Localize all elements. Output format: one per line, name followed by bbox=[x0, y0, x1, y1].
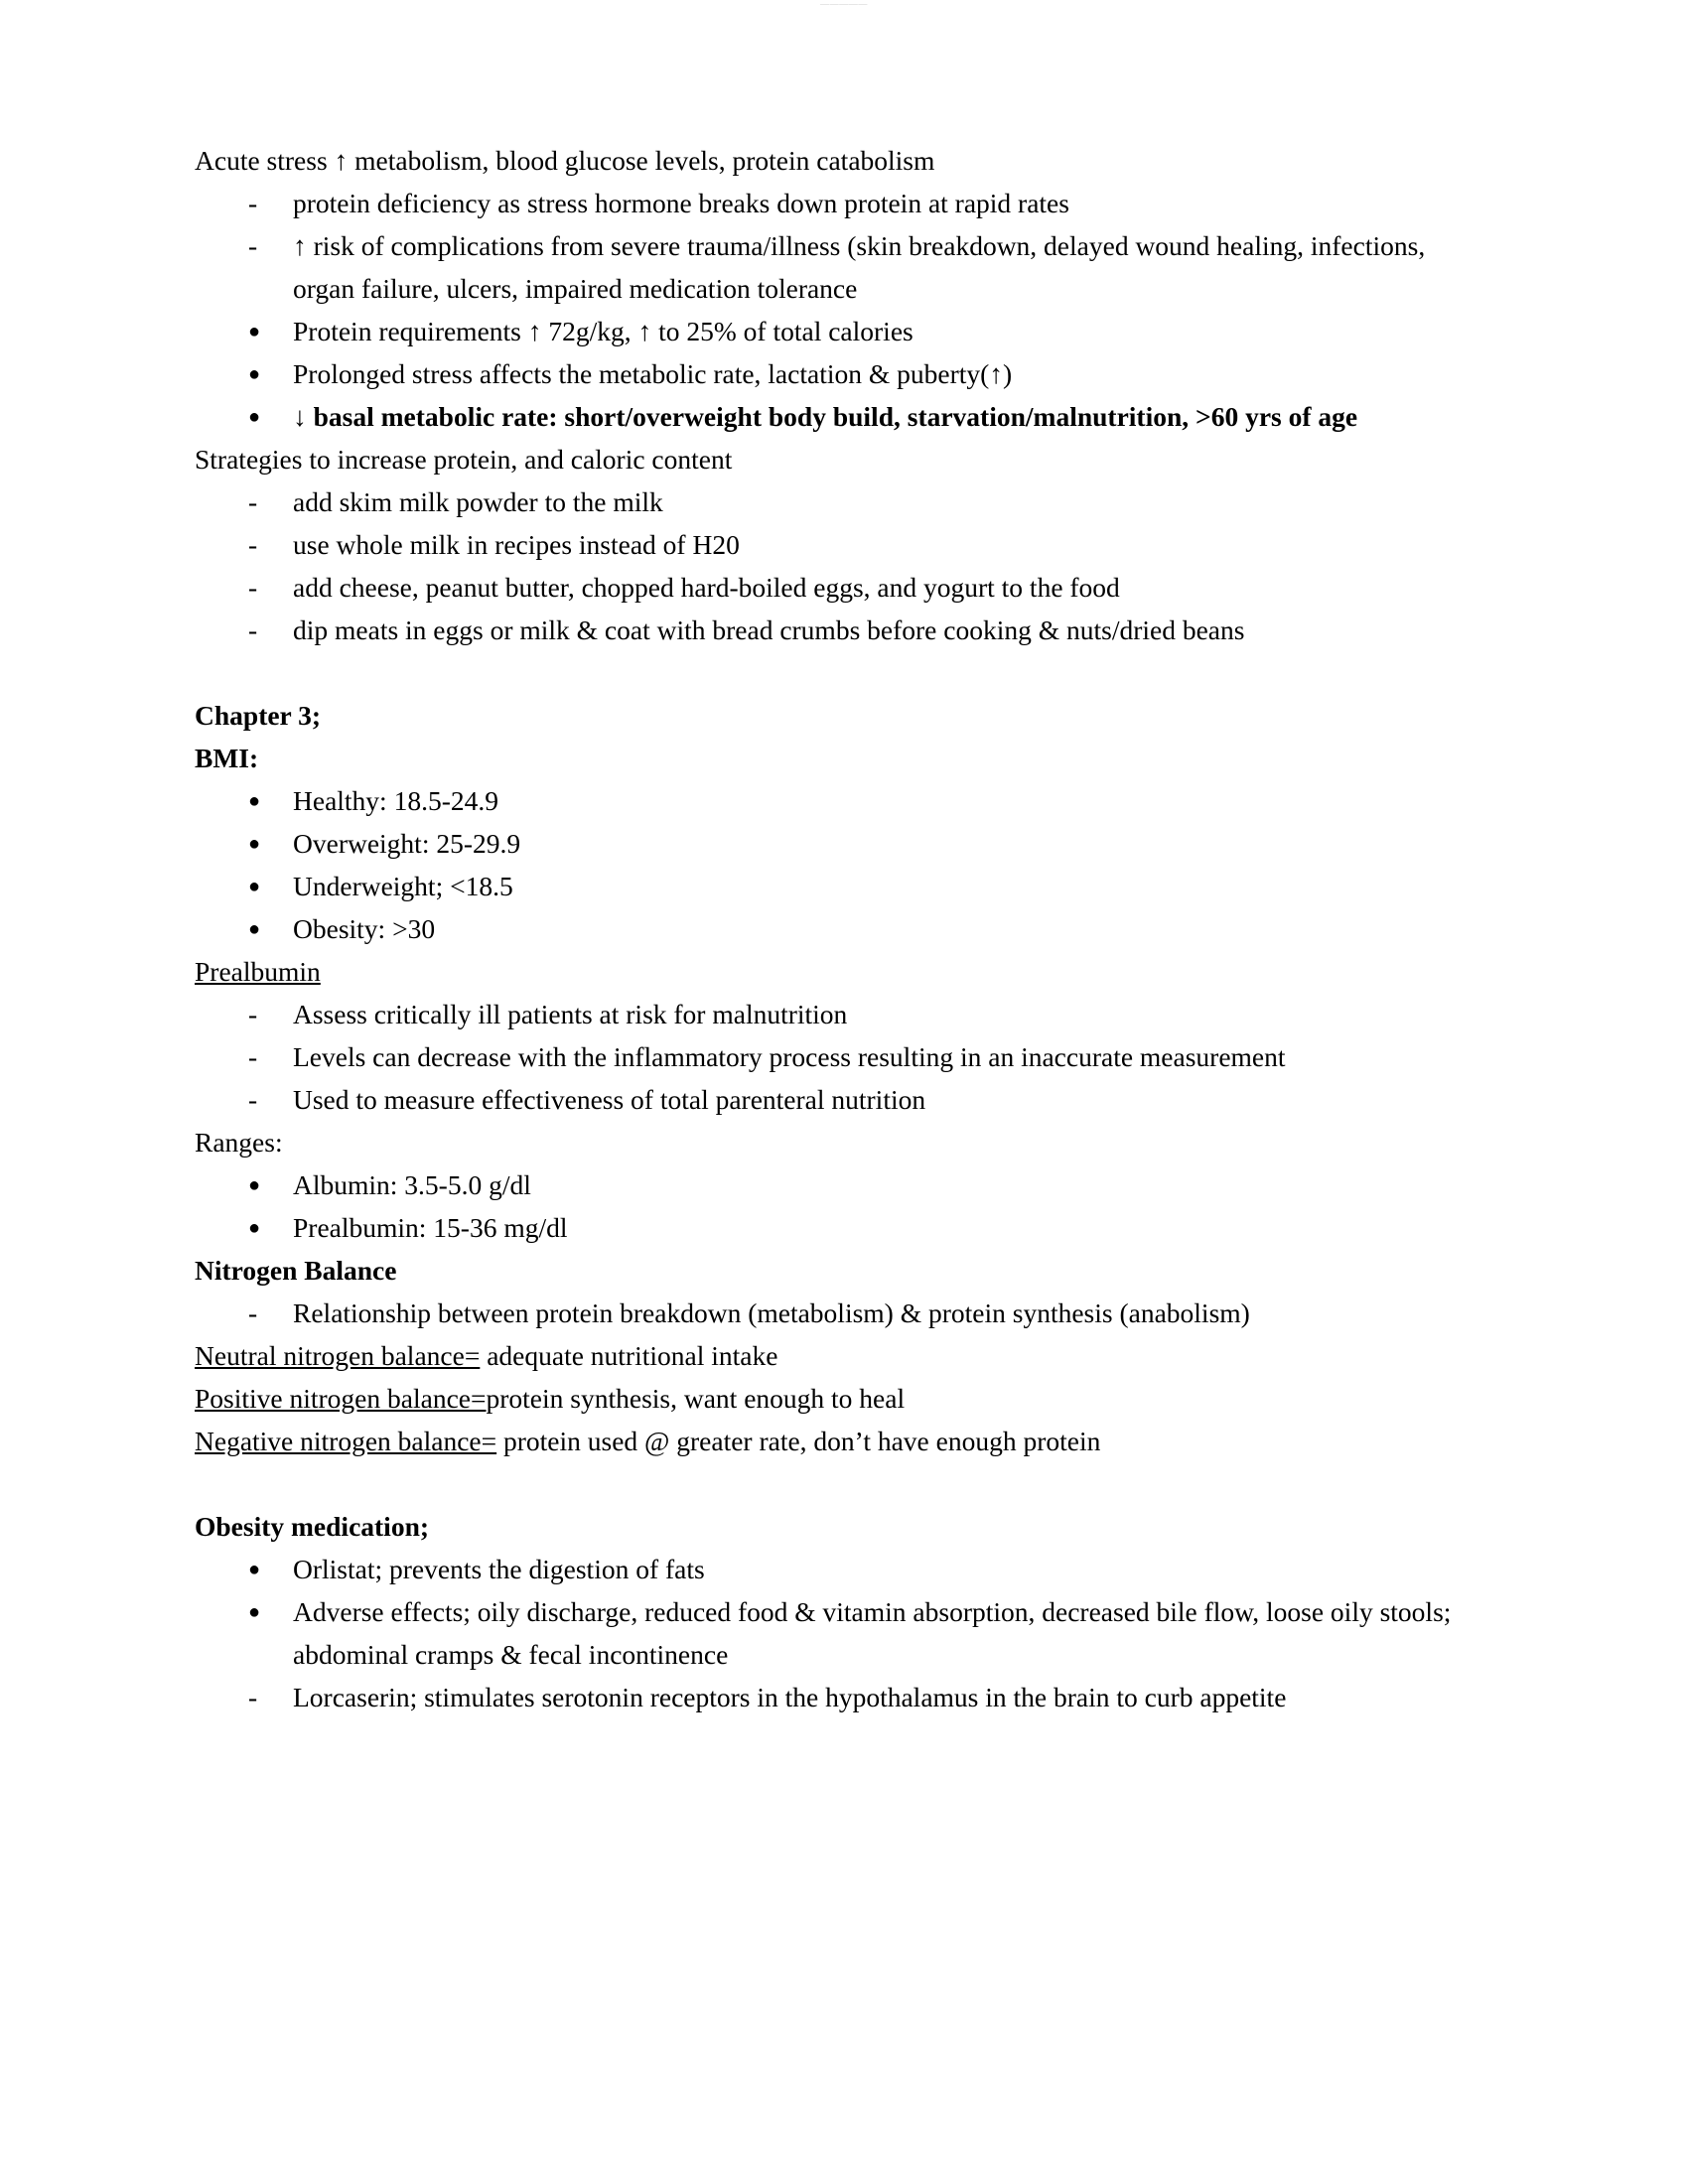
nitrogen-balance-heading: Nitrogen Balance bbox=[195, 1255, 397, 1286]
bullet-marker: ● bbox=[248, 1601, 261, 1623]
dash-marker: - bbox=[248, 1041, 258, 1072]
definition-negative-nitrogen-balance bbox=[195, 1420, 1456, 1462]
list-item-text bbox=[293, 401, 1357, 432]
list-item bbox=[195, 1292, 1456, 1334]
definition-term: Neutral nitrogen balance= bbox=[195, 1340, 481, 1371]
obesity-medication-heading: Obesity medication; bbox=[195, 1511, 430, 1542]
dash-marker: - bbox=[248, 572, 258, 603]
acute-stress-heading: Acute stress ↑ metabolism, blood glucose levels, protein catabolism bbox=[195, 145, 935, 176]
bullet-marker: ● bbox=[248, 790, 261, 812]
dash-marker: - bbox=[248, 529, 258, 560]
dash-marker: - bbox=[248, 1084, 258, 1115]
list-item-text: use whole milk in recipes instead of H20 bbox=[293, 529, 740, 560]
list-item-text: ↑ risk of complications from severe trauma/illness (skin breakdown, delayed wound healing, infections, organ failure, ulcers, impaired medication tolerance bbox=[293, 230, 1426, 304]
list-item bbox=[195, 822, 1456, 865]
dash-marker: - bbox=[248, 486, 258, 517]
list-item-text: add cheese, peanut butter, chopped hard-boiled eggs, and yogurt to the food bbox=[293, 572, 1120, 603]
list-item bbox=[195, 1163, 1456, 1206]
list-item-bold-body: basal metabolic rate: short/overweight body build, starvation/malnutrition, >60 yrs of age bbox=[313, 401, 1358, 432]
list-item bbox=[195, 993, 1456, 1035]
list-item bbox=[195, 352, 1456, 395]
prealbumin-heading-text: Prealbumin bbox=[195, 956, 321, 987]
definition-text: protein used @ greater rate, don’t have enough protein bbox=[496, 1426, 1101, 1456]
ranges-heading: Ranges: bbox=[195, 1127, 283, 1158]
bullet-marker: ● bbox=[248, 1217, 261, 1239]
list-item-emphasized bbox=[195, 395, 1456, 438]
bullet-marker: ● bbox=[248, 363, 261, 385]
dash-marker: - bbox=[248, 1682, 258, 1712]
dash-marker: - bbox=[248, 1297, 258, 1328]
list-item-text: Adverse effects; oily discharge, reduced food & vitamin absorption, decreased bile flow, loose oily stools; abdominal cramps & fecal incontinence bbox=[293, 1596, 1452, 1670]
list-item bbox=[195, 865, 1456, 907]
section-gap bbox=[195, 1462, 1456, 1505]
page-top-artifact: ————— bbox=[820, 0, 868, 9]
bullet-marker: ● bbox=[248, 833, 261, 855]
list-item bbox=[195, 609, 1456, 651]
bullet-marker: ● bbox=[248, 1174, 261, 1196]
definition-term: Positive nitrogen balance= bbox=[195, 1383, 487, 1414]
definition-text: protein synthesis, want enough to heal bbox=[486, 1383, 906, 1414]
bullet-marker: ● bbox=[248, 1559, 261, 1580]
list-item-text: Levels can decrease with the inflammatory process resulting in an inaccurate measurement bbox=[293, 1041, 1286, 1072]
list-item bbox=[195, 907, 1456, 950]
list-item-text: Albumin: 3.5-5.0 g/dl bbox=[293, 1169, 531, 1200]
list-item bbox=[195, 310, 1456, 352]
list-item bbox=[195, 480, 1456, 523]
list-item-text: add skim milk powder to the milk bbox=[293, 486, 663, 517]
list-item bbox=[195, 1078, 1456, 1121]
document-body bbox=[195, 139, 1456, 1718]
list-item-text: Assess critically ill patients at risk for malnutrition bbox=[293, 999, 848, 1029]
bullet-marker: ● bbox=[248, 321, 261, 342]
list-item-text: Prealbumin: 15-36 mg/dl bbox=[293, 1212, 568, 1243]
definition-term: Negative nitrogen balance= bbox=[195, 1426, 497, 1456]
definition-text: adequate nutritional intake bbox=[480, 1340, 778, 1371]
list-item-text: Prolonged stress affects the metabolic rate, lactation & puberty(↑) bbox=[293, 358, 1013, 389]
bmi-heading: BMI: bbox=[195, 743, 259, 773]
chapter-title: Chapter 3; bbox=[195, 700, 322, 731]
prealbumin-heading bbox=[195, 950, 1456, 993]
bullet-marker: ● bbox=[248, 918, 261, 940]
list-item-text: Used to measure effectiveness of total parenteral nutrition bbox=[293, 1084, 926, 1115]
down-arrow-icon: ↓ bbox=[293, 401, 307, 432]
list-item-text: Protein requirements ↑ 72g/kg, ↑ to 25% of total calories bbox=[293, 316, 914, 346]
list-item bbox=[195, 1590, 1456, 1676]
section-gap bbox=[195, 651, 1456, 694]
list-item-text: Underweight; <18.5 bbox=[293, 871, 513, 901]
list-item-text: Lorcaserin; stimulates serotonin receptors in the hypothalamus in the brain to curb appetite bbox=[293, 1682, 1287, 1712]
bullet-marker: ● bbox=[248, 876, 261, 897]
list-item bbox=[195, 779, 1456, 822]
list-item bbox=[195, 1676, 1456, 1718]
strategies-heading: Strategies to increase protein, and caloric content bbox=[195, 444, 733, 475]
list-item bbox=[195, 1206, 1456, 1249]
list-item bbox=[195, 1035, 1456, 1078]
list-item-text: dip meats in eggs or milk & coat with bread crumbs before cooking & nuts/dried beans bbox=[293, 614, 1245, 645]
list-item bbox=[195, 566, 1456, 609]
dash-marker: - bbox=[248, 188, 258, 218]
list-item-text: Healthy: 18.5-24.9 bbox=[293, 785, 498, 816]
list-item-text: Relationship between protein breakdown (metabolism) & protein synthesis (anabolism) bbox=[293, 1297, 1250, 1328]
definition-positive-nitrogen-balance bbox=[195, 1377, 1456, 1420]
list-item bbox=[195, 523, 1456, 566]
list-item-text: Overweight: 25-29.9 bbox=[293, 828, 521, 859]
bullet-marker: ● bbox=[248, 406, 261, 428]
list-item bbox=[195, 224, 1456, 310]
list-item-text: Orlistat; prevents the digestion of fats bbox=[293, 1554, 705, 1584]
list-item-text: Obesity: >30 bbox=[293, 913, 436, 944]
dash-marker: - bbox=[248, 999, 258, 1029]
dash-marker: - bbox=[248, 614, 258, 645]
definition-neutral-nitrogen-balance bbox=[195, 1334, 1456, 1377]
list-item-text: protein deficiency as stress hormone breaks down protein at rapid rates bbox=[293, 188, 1069, 218]
list-item bbox=[195, 182, 1456, 224]
dash-marker: - bbox=[248, 230, 258, 261]
list-item bbox=[195, 1548, 1456, 1590]
